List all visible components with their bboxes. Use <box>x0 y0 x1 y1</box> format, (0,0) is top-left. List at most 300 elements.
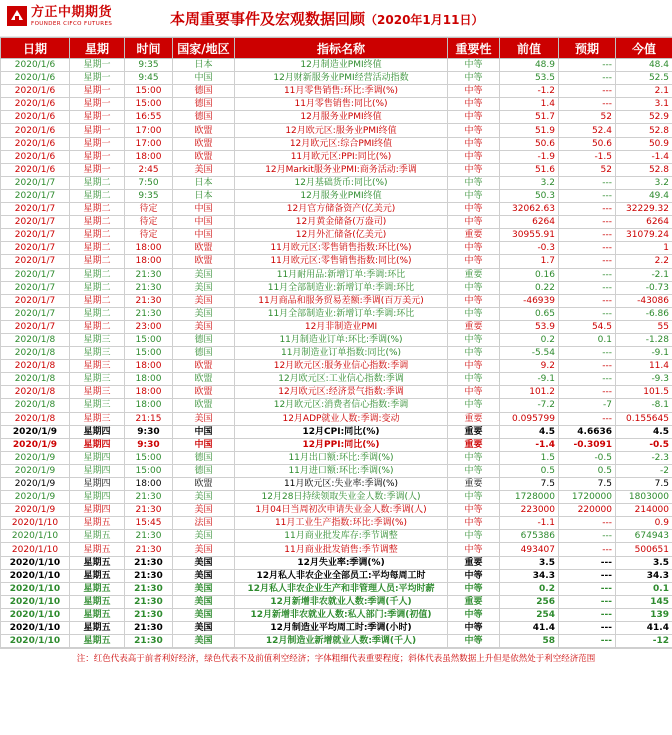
cell-indicator: 11月欧元区:零售销售指数:同比(%) <box>235 255 448 268</box>
cell-importance: 中等 <box>448 360 500 373</box>
cell-region: 中国 <box>173 216 235 229</box>
cell-date: 2020/1/8 <box>1 360 70 373</box>
cell-previous: 48.9 <box>500 59 559 72</box>
cell-actual: 2.1 <box>616 85 672 98</box>
cell-actual: 52.5 <box>616 72 672 85</box>
cell-time: 21:15 <box>125 412 173 425</box>
cell-date: 2020/1/7 <box>1 294 70 307</box>
cell-previous: 51.6 <box>500 163 559 176</box>
cell-indicator: 12月基础货币:同比(%) <box>235 176 448 189</box>
cell-importance: 重要 <box>448 320 500 333</box>
cell-date: 2020/1/9 <box>1 425 70 438</box>
cell-actual: 2.2 <box>616 255 672 268</box>
table-row <box>1 281 672 294</box>
cell-region: 德国 <box>173 451 235 464</box>
cell-region: 美国 <box>173 504 235 517</box>
cell-region: 中国 <box>173 203 235 216</box>
table-row <box>1 59 672 72</box>
cell-region: 美国 <box>173 412 235 425</box>
cell-actual: 101.5 <box>616 386 672 399</box>
cell-indicator: 12月28日持续领取失业金人数:季调(人) <box>235 491 448 504</box>
logo-en-text: FOUNDER CIFCO FUTURES <box>31 21 113 27</box>
cell-time: 18:00 <box>125 255 173 268</box>
table-row <box>1 412 672 425</box>
cell-previous: -5.54 <box>500 347 559 360</box>
cell-date: 2020/1/7 <box>1 268 70 281</box>
table-row <box>1 320 672 333</box>
cell-region: 欧盟 <box>173 255 235 268</box>
cell-date: 2020/1/9 <box>1 478 70 491</box>
cell-actual: 0.1 <box>616 582 672 595</box>
cell-previous: 34.3 <box>500 569 559 582</box>
cell-date: 2020/1/6 <box>1 163 70 176</box>
cell-region: 欧盟 <box>173 137 235 150</box>
cell-actual: 4.5 <box>616 425 672 438</box>
cell-importance: 中等 <box>448 216 500 229</box>
cell-weekday: 星期二 <box>70 242 125 255</box>
cell-date: 2020/1/9 <box>1 504 70 517</box>
cell-region: 美国 <box>173 608 235 621</box>
cell-actual: 52.9 <box>616 111 672 124</box>
cell-indicator: 12月黄金储备(万盎司) <box>235 216 448 229</box>
cell-actual: -43086 <box>616 294 672 307</box>
cell-date: 2020/1/8 <box>1 412 70 425</box>
cell-weekday: 星期二 <box>70 307 125 320</box>
table-row <box>1 491 672 504</box>
table-body <box>1 59 672 648</box>
table-row <box>1 478 672 491</box>
cell-weekday: 星期三 <box>70 347 125 360</box>
cell-weekday: 星期四 <box>70 464 125 477</box>
cell-weekday: 星期五 <box>70 582 125 595</box>
table-row <box>1 425 672 438</box>
cell-previous: 3.2 <box>500 176 559 189</box>
cell-date: 2020/1/10 <box>1 517 70 530</box>
cell-region: 欧盟 <box>173 242 235 255</box>
table-row <box>1 517 672 530</box>
col-header-forecast: 预期 <box>559 38 616 59</box>
col-header-previous: 前值 <box>500 38 559 59</box>
cell-importance: 中等 <box>448 176 500 189</box>
table-row <box>1 438 672 451</box>
cell-region: 日本 <box>173 176 235 189</box>
cell-region: 美国 <box>173 530 235 543</box>
cell-time: 15:00 <box>125 464 173 477</box>
cell-weekday: 星期五 <box>70 543 125 556</box>
cell-weekday: 星期三 <box>70 333 125 346</box>
cell-previous: -0.3 <box>500 242 559 255</box>
cell-forecast: --- <box>559 569 616 582</box>
cell-previous: 9.2 <box>500 360 559 373</box>
cell-time: 15:00 <box>125 347 173 360</box>
cell-date: 2020/1/10 <box>1 556 70 569</box>
cell-importance: 中等 <box>448 373 500 386</box>
cell-region: 德国 <box>173 98 235 111</box>
cell-actual: 31079.24 <box>616 229 672 242</box>
cell-region: 中国 <box>173 438 235 451</box>
cell-region: 美国 <box>173 622 235 635</box>
table-row <box>1 242 672 255</box>
cell-time: 21:30 <box>125 582 173 595</box>
cell-weekday: 星期四 <box>70 425 125 438</box>
cell-forecast: --- <box>559 176 616 189</box>
cell-indicator: 11月制造业订单:环比:季调(%) <box>235 333 448 346</box>
cell-region: 法国 <box>173 517 235 530</box>
cell-indicator: 11月全部制造业:新增订单:季调:环比 <box>235 307 448 320</box>
cell-actual: -2.1 <box>616 268 672 281</box>
cell-previous: -46939 <box>500 294 559 307</box>
cell-time: 18:00 <box>125 150 173 163</box>
cell-indicator: 12月新增非农就业人数:私人部门:季调(初值) <box>235 608 448 621</box>
cell-time: 18:00 <box>125 373 173 386</box>
cell-forecast: --- <box>559 189 616 202</box>
cell-weekday: 星期五 <box>70 569 125 582</box>
cell-indicator: 11月制造业订单指数:同比(%) <box>235 347 448 360</box>
cell-forecast: 50.6 <box>559 137 616 150</box>
cell-indicator: 11月零售销售:同比(%) <box>235 98 448 111</box>
cell-date: 2020/1/9 <box>1 464 70 477</box>
cell-importance: 中等 <box>448 59 500 72</box>
cell-date: 2020/1/9 <box>1 451 70 464</box>
cell-previous: 7.5 <box>500 478 559 491</box>
cell-weekday: 星期三 <box>70 373 125 386</box>
cell-region: 欧盟 <box>173 150 235 163</box>
table-header-row <box>1 38 672 59</box>
cell-importance: 中等 <box>448 635 500 648</box>
table-row <box>1 360 672 373</box>
cell-indicator: 12月新增非农就业人数:季调(千人) <box>235 595 448 608</box>
page-title <box>170 8 483 29</box>
cell-region: 美国 <box>173 543 235 556</box>
cell-date: 2020/1/7 <box>1 255 70 268</box>
cell-forecast: --- <box>559 229 616 242</box>
cell-indicator: 12月欧元区:工业信心指数:季调 <box>235 373 448 386</box>
cell-indicator: 11月商业批发销售:季节调整 <box>235 543 448 556</box>
cell-importance: 重要 <box>448 478 500 491</box>
cell-actual: 32229.32 <box>616 203 672 216</box>
cell-time: 15:00 <box>125 85 173 98</box>
cell-indicator: 12月欧元区:综合PMI终值 <box>235 137 448 150</box>
cell-previous: 101.2 <box>500 386 559 399</box>
cell-indicator: 12月制造业平均周工时:季调(小时) <box>235 622 448 635</box>
cell-weekday: 星期三 <box>70 386 125 399</box>
cell-importance: 中等 <box>448 543 500 556</box>
cell-indicator: 12月财新服务业PMI经营活动指数 <box>235 72 448 85</box>
cell-actual: -1.4 <box>616 150 672 163</box>
cell-actual: 0.9 <box>616 517 672 530</box>
cell-indicator: 12月服务业PMI终值 <box>235 189 448 202</box>
table-row <box>1 85 672 98</box>
cell-region: 欧盟 <box>173 124 235 137</box>
table-row <box>1 137 672 150</box>
cell-actual: 1803000 <box>616 491 672 504</box>
cell-importance: 中等 <box>448 242 500 255</box>
cell-forecast: --- <box>559 622 616 635</box>
col-header-weekday: 星期 <box>70 38 125 59</box>
cell-importance: 中等 <box>448 333 500 346</box>
cell-region: 日本 <box>173 189 235 202</box>
cell-previous: 50.6 <box>500 137 559 150</box>
cell-forecast: --- <box>559 242 616 255</box>
cell-date: 2020/1/7 <box>1 176 70 189</box>
table-row <box>1 268 672 281</box>
cell-time: 18:00 <box>125 399 173 412</box>
cell-importance: 中等 <box>448 189 500 202</box>
cell-forecast: --- <box>559 307 616 320</box>
cell-region: 美国 <box>173 556 235 569</box>
table-row <box>1 556 672 569</box>
cell-importance: 中等 <box>448 111 500 124</box>
cell-region: 美国 <box>173 635 235 648</box>
table-row <box>1 189 672 202</box>
cell-region: 中国 <box>173 229 235 242</box>
cell-indicator: 12月私人非农企业生产和非管理人员:平均时薪 <box>235 582 448 595</box>
cell-actual: -9.3 <box>616 373 672 386</box>
cell-weekday: 星期一 <box>70 59 125 72</box>
cell-previous: 53.5 <box>500 72 559 85</box>
cell-date: 2020/1/10 <box>1 595 70 608</box>
cell-time: 21:30 <box>125 622 173 635</box>
cell-previous: 256 <box>500 595 559 608</box>
col-header-time: 时间 <box>125 38 173 59</box>
cell-time: 7:50 <box>125 176 173 189</box>
cell-actual: 55 <box>616 320 672 333</box>
cell-indicator: 12月欧元区:经济景气指数:季调 <box>235 386 448 399</box>
cell-previous: 6264 <box>500 216 559 229</box>
cell-date: 2020/1/8 <box>1 386 70 399</box>
cell-importance: 中等 <box>448 569 500 582</box>
cell-actual: -2 <box>616 464 672 477</box>
cell-previous: 4.5 <box>500 425 559 438</box>
cell-indicator: 12月CPI:同比(%) <box>235 425 448 438</box>
cell-indicator: 11月工业生产指数:环比:季调(%) <box>235 517 448 530</box>
cell-region: 中国 <box>173 72 235 85</box>
cell-time: 21:30 <box>125 504 173 517</box>
cell-weekday: 星期四 <box>70 451 125 464</box>
cell-time: 待定 <box>125 216 173 229</box>
cell-weekday: 星期二 <box>70 294 125 307</box>
cell-date: 2020/1/7 <box>1 216 70 229</box>
cell-date: 2020/1/6 <box>1 111 70 124</box>
cell-indicator: 12月Markit服务业PMI:商务活动:季调 <box>235 163 448 176</box>
cell-date: 2020/1/10 <box>1 635 70 648</box>
cell-previous: -1.4 <box>500 438 559 451</box>
cell-date: 2020/1/7 <box>1 320 70 333</box>
cell-forecast: --- <box>559 294 616 307</box>
cell-indicator: 12月ADP就业人数:季调:变动 <box>235 412 448 425</box>
cell-actual: 34.3 <box>616 569 672 582</box>
cell-forecast: --- <box>559 386 616 399</box>
cell-previous: 493407 <box>500 543 559 556</box>
cell-weekday: 星期五 <box>70 530 125 543</box>
cell-forecast: 4.6636 <box>559 425 616 438</box>
cell-previous: 675386 <box>500 530 559 543</box>
cell-date: 2020/1/10 <box>1 530 70 543</box>
cell-forecast: 52.4 <box>559 124 616 137</box>
cell-weekday: 星期一 <box>70 111 125 124</box>
table-row <box>1 464 672 477</box>
cell-weekday: 星期五 <box>70 608 125 621</box>
cell-previous: 50.3 <box>500 189 559 202</box>
cell-date: 2020/1/7 <box>1 203 70 216</box>
cell-time: 21:30 <box>125 294 173 307</box>
cell-time: 9:35 <box>125 189 173 202</box>
cell-date: 2020/1/7 <box>1 229 70 242</box>
cell-date: 2020/1/6 <box>1 137 70 150</box>
cell-date: 2020/1/6 <box>1 59 70 72</box>
cell-importance: 中等 <box>448 608 500 621</box>
cell-region: 中国 <box>173 425 235 438</box>
cell-actual: -9.1 <box>616 347 672 360</box>
cell-previous: -7.2 <box>500 399 559 412</box>
cell-date: 2020/1/9 <box>1 438 70 451</box>
cell-forecast: --- <box>559 203 616 216</box>
cell-region: 德国 <box>173 464 235 477</box>
cell-time: 9:30 <box>125 438 173 451</box>
cell-time: 9:45 <box>125 72 173 85</box>
cell-indicator: 11月商业批发库存:季节调整 <box>235 530 448 543</box>
cell-actual: -6.86 <box>616 307 672 320</box>
logo-cn-text: 方正中期期货 <box>31 5 113 20</box>
cell-time: 18:00 <box>125 242 173 255</box>
cell-actual: 49.4 <box>616 189 672 202</box>
cell-actual: -0.5 <box>616 438 672 451</box>
cell-forecast: --- <box>559 347 616 360</box>
footer-note: 注：红色代表高于前者利好经济，绿色代表不及前值利空经济；字体粗细代表重要程度；斜体代表虽然数据上升但是依然处于利空经济范围 <box>0 648 672 669</box>
cell-weekday: 星期五 <box>70 635 125 648</box>
cell-forecast: --- <box>559 635 616 648</box>
logo-emblem-icon <box>6 5 28 27</box>
cell-indicator: 11月欧元区:失业率:季调(%) <box>235 478 448 491</box>
cell-importance: 中等 <box>448 163 500 176</box>
cell-forecast: 52 <box>559 111 616 124</box>
cell-importance: 中等 <box>448 124 500 137</box>
cell-time: 17:00 <box>125 124 173 137</box>
cell-actual: 3.1 <box>616 98 672 111</box>
cell-weekday: 星期三 <box>70 412 125 425</box>
cell-actual: 145 <box>616 595 672 608</box>
cell-forecast: --- <box>559 98 616 111</box>
cell-importance: 中等 <box>448 464 500 477</box>
cell-indicator: 12月私人非农企业全部员工:平均每周工时 <box>235 569 448 582</box>
cell-forecast: 1720000 <box>559 491 616 504</box>
cell-forecast: --- <box>559 543 616 556</box>
cell-forecast: --- <box>559 373 616 386</box>
table-row <box>1 399 672 412</box>
cell-importance: 中等 <box>448 72 500 85</box>
cell-previous: 0.65 <box>500 307 559 320</box>
cell-date: 2020/1/8 <box>1 333 70 346</box>
cell-importance: 中等 <box>448 517 500 530</box>
cell-indicator: 11月耐用品:新增订单:季调:环比 <box>235 268 448 281</box>
cell-previous: 254 <box>500 608 559 621</box>
cell-importance: 中等 <box>448 294 500 307</box>
cell-weekday: 星期二 <box>70 203 125 216</box>
cell-forecast: --- <box>559 517 616 530</box>
cell-importance: 中等 <box>448 582 500 595</box>
cell-weekday: 星期一 <box>70 137 125 150</box>
cell-importance: 重要 <box>448 595 500 608</box>
cell-importance: 中等 <box>448 203 500 216</box>
cell-previous: 0.2 <box>500 333 559 346</box>
cell-importance: 中等 <box>448 399 500 412</box>
cell-date: 2020/1/6 <box>1 124 70 137</box>
cell-previous: -1.1 <box>500 517 559 530</box>
cell-indicator: 12月欧元区:消费者信心指数:季调 <box>235 399 448 412</box>
cell-date: 2020/1/6 <box>1 150 70 163</box>
cell-date: 2020/1/6 <box>1 98 70 111</box>
cell-importance: 中等 <box>448 255 500 268</box>
cell-weekday: 星期二 <box>70 255 125 268</box>
cell-forecast: 0.1 <box>559 333 616 346</box>
cell-previous: 30955.91 <box>500 229 559 242</box>
cell-weekday: 星期五 <box>70 595 125 608</box>
cell-actual: 3.2 <box>616 176 672 189</box>
title-date: （2020年1月11日） <box>365 13 484 27</box>
col-header-date: 日期 <box>1 38 70 59</box>
cell-date: 2020/1/9 <box>1 491 70 504</box>
cell-forecast: --- <box>559 530 616 543</box>
cell-importance: 重要 <box>448 229 500 242</box>
cell-actual: 52.8 <box>616 163 672 176</box>
cell-importance: 重要 <box>448 556 500 569</box>
cell-region: 德国 <box>173 333 235 346</box>
cell-time: 9:35 <box>125 59 173 72</box>
cell-weekday: 星期一 <box>70 98 125 111</box>
cell-forecast: --- <box>559 216 616 229</box>
cell-importance: 中等 <box>448 491 500 504</box>
table-row <box>1 72 672 85</box>
cell-previous: 51.7 <box>500 111 559 124</box>
cell-region: 美国 <box>173 569 235 582</box>
cell-previous: 0.095799 <box>500 412 559 425</box>
col-header-indicator: 指标名称 <box>235 38 448 59</box>
table-row <box>1 595 672 608</box>
cell-actual: 6264 <box>616 216 672 229</box>
cell-weekday: 星期一 <box>70 85 125 98</box>
cell-time: 15:45 <box>125 517 173 530</box>
cell-previous: -9.1 <box>500 373 559 386</box>
cell-time: 21:30 <box>125 635 173 648</box>
cell-region: 美国 <box>173 320 235 333</box>
cell-importance: 中等 <box>448 451 500 464</box>
cell-forecast: --- <box>559 268 616 281</box>
cell-date: 2020/1/10 <box>1 582 70 595</box>
cell-time: 21:30 <box>125 268 173 281</box>
cell-indicator: 11月出口额:环比:季调(%) <box>235 451 448 464</box>
cell-forecast: --- <box>559 72 616 85</box>
cell-time: 待定 <box>125 229 173 242</box>
cell-importance: 中等 <box>448 530 500 543</box>
cell-time: 21:30 <box>125 281 173 294</box>
cell-time: 21:30 <box>125 543 173 556</box>
cell-weekday: 星期四 <box>70 438 125 451</box>
cell-forecast: 54.5 <box>559 320 616 333</box>
cell-actual: 52.8 <box>616 124 672 137</box>
cell-weekday: 星期一 <box>70 124 125 137</box>
cell-indicator: 11月欧元区:PPI:同比(%) <box>235 150 448 163</box>
table-row <box>1 203 672 216</box>
cell-region: 美国 <box>173 294 235 307</box>
macro-data-table <box>0 37 672 648</box>
cell-indicator: 11月零售销售:环比:季调(%) <box>235 85 448 98</box>
cell-previous: 58 <box>500 635 559 648</box>
cell-forecast: --- <box>559 59 616 72</box>
cell-importance: 中等 <box>448 307 500 320</box>
cell-importance: 中等 <box>448 150 500 163</box>
cell-date: 2020/1/6 <box>1 85 70 98</box>
cell-importance: 中等 <box>448 137 500 150</box>
